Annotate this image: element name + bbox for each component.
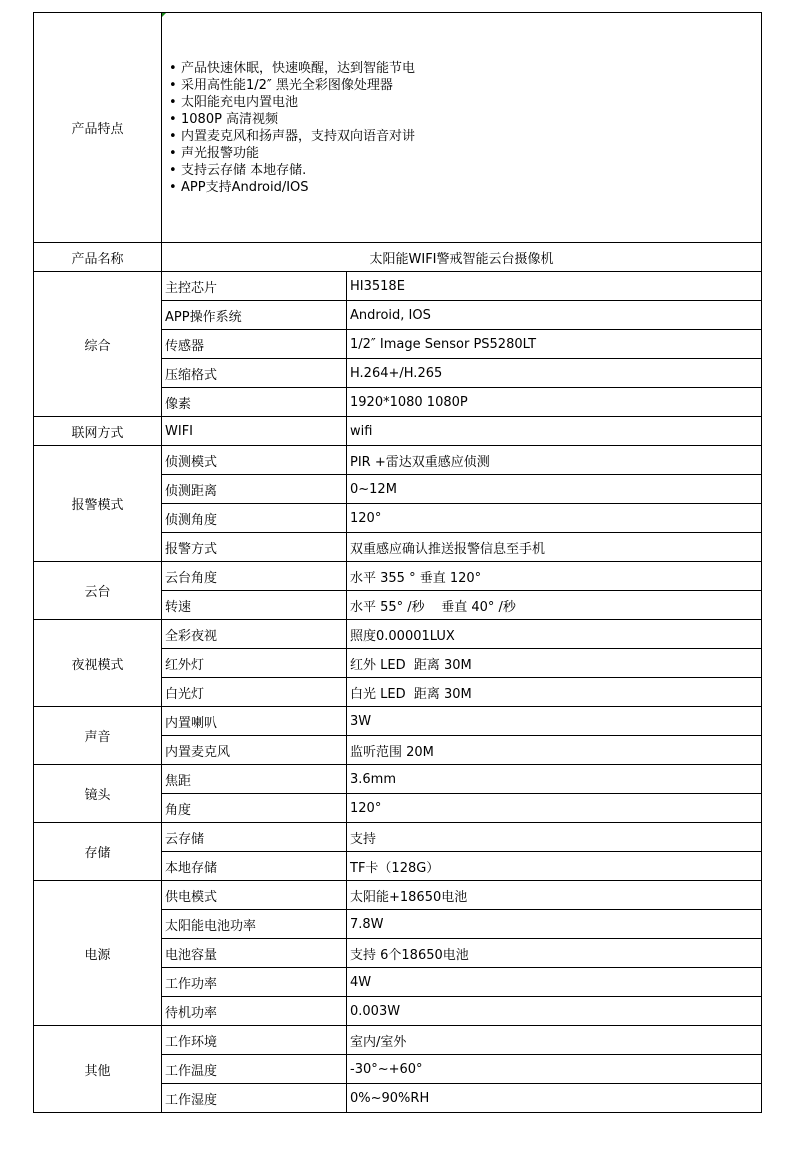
product-name-row: [34, 243, 762, 272]
spec-key: WIFI: [162, 417, 347, 446]
spec-value: 室内/室外: [347, 1026, 762, 1055]
spec-key: 报警方式: [162, 533, 347, 562]
spec-key: 侦测距离: [162, 475, 347, 504]
features-label: 产品特点: [34, 13, 162, 243]
spec-value: 太阳能+18650电池: [347, 881, 762, 910]
category-cell: 联网方式: [34, 417, 162, 446]
spec-table: [33, 12, 762, 1113]
spec-key: 内置喇叭: [162, 707, 347, 736]
feature-item: • 太阳能充电内置电池: [183, 94, 758, 111]
spec-key: 工作环境: [162, 1026, 347, 1055]
spec-row: [34, 707, 762, 736]
spec-value: PIR +雷达双重感应侦测: [347, 446, 762, 475]
category-cell: 云台: [34, 562, 162, 620]
spec-value: 照度0.00001LUX: [347, 620, 762, 649]
spec-key: 工作湿度: [162, 1084, 347, 1113]
spec-value: 支持: [347, 823, 762, 852]
spec-value: 0%~90%RH: [347, 1084, 762, 1113]
spec-key: 传感器: [162, 330, 347, 359]
spec-key: 像素: [162, 388, 347, 417]
feature-item: • 声光报警功能: [183, 145, 758, 162]
features-cell: [162, 13, 762, 243]
spec-key: 本地存储: [162, 852, 347, 881]
spec-key: 侦测模式: [162, 446, 347, 475]
feature-item: • 内置麦克风和扬声器，支持双向语音对讲: [183, 128, 758, 145]
spec-key: 全彩夜视: [162, 620, 347, 649]
spec-value: 3.6mm: [347, 765, 762, 794]
spec-value: 0.003W: [347, 997, 762, 1026]
spec-value: 3W: [347, 707, 762, 736]
spec-row: [34, 620, 762, 649]
spec-key: 红外灯: [162, 649, 347, 678]
product-name-value: 太阳能WIFI警戒智能云台摄像机: [162, 243, 762, 272]
spec-value: 7.8W: [347, 910, 762, 939]
feature-item: • 1080P 高清视频: [183, 111, 758, 128]
category-cell: 声音: [34, 707, 162, 765]
category-cell: 综合: [34, 272, 162, 417]
spec-key: 转速: [162, 591, 347, 620]
product-name-label: 产品名称: [34, 243, 162, 272]
spec-row: [34, 417, 762, 446]
spec-key: 角度: [162, 794, 347, 823]
spec-key: 供电模式: [162, 881, 347, 910]
spec-value: wifi: [347, 417, 762, 446]
spec-value: 水平 355 ° 垂直 120°: [347, 562, 762, 591]
spec-key: 电池容量: [162, 939, 347, 968]
features-list: [165, 60, 758, 196]
spec-value: 双重感应确认推送报警信息至手机: [347, 533, 762, 562]
spec-key: 侦测角度: [162, 504, 347, 533]
category-cell: 电源: [34, 881, 162, 1026]
spec-key: 工作温度: [162, 1055, 347, 1084]
spec-key: APP操作系统: [162, 301, 347, 330]
features-row: [34, 13, 762, 243]
spec-key: 主控芯片: [162, 272, 347, 301]
spec-value: TF卡（128G）: [347, 852, 762, 881]
spec-value: 白光 LED 距离 30M: [347, 678, 762, 707]
spec-value: -30°~+60°: [347, 1055, 762, 1084]
spec-value: 120°: [347, 794, 762, 823]
category-cell: 存储: [34, 823, 162, 881]
spec-value: 支持 6个18650电池: [347, 939, 762, 968]
spec-row: [34, 881, 762, 910]
feature-item: • 支持云存储 本地存储.: [183, 162, 758, 179]
spec-value: H.264+/H.265: [347, 359, 762, 388]
spec-row: [34, 823, 762, 852]
spec-row: [34, 1026, 762, 1055]
category-cell: 其他: [34, 1026, 162, 1113]
spec-value: 监听范围 20M: [347, 736, 762, 765]
category-cell: 镜头: [34, 765, 162, 823]
spec-key: 云存储: [162, 823, 347, 852]
spec-value: 0~12M: [347, 475, 762, 504]
category-cell: 夜视模式: [34, 620, 162, 707]
spec-value: 水平 55° /秒 垂直 40° /秒: [347, 591, 762, 620]
spec-key: 工作功率: [162, 968, 347, 997]
spec-row: [34, 765, 762, 794]
spec-row: [34, 446, 762, 475]
spec-value: HI3518E: [347, 272, 762, 301]
spec-value: 120°: [347, 504, 762, 533]
spec-key: 内置麦克风: [162, 736, 347, 765]
spec-key: 焦距: [162, 765, 347, 794]
spec-row: [34, 272, 762, 301]
spec-value: 4W: [347, 968, 762, 997]
feature-item: • 采用高性能1/2″ 黑光全彩图像处理器: [183, 77, 758, 94]
spec-value: 1/2″ Image Sensor PS5280LT: [347, 330, 762, 359]
spec-key: 云台角度: [162, 562, 347, 591]
spec-key: 待机功率: [162, 997, 347, 1026]
spec-table-body: [34, 13, 762, 1113]
spec-row: [34, 562, 762, 591]
spec-value: 红外 LED 距离 30M: [347, 649, 762, 678]
spec-value: 1920*1080 1080P: [347, 388, 762, 417]
feature-item: • 产品快速休眠，快速唤醒，达到智能节电: [183, 60, 758, 77]
category-cell: 报警模式: [34, 446, 162, 562]
spec-key: 压缩格式: [162, 359, 347, 388]
spec-key: 太阳能电池功率: [162, 910, 347, 939]
feature-item: • APP支持Android/IOS: [183, 179, 758, 196]
spec-value: Android, IOS: [347, 301, 762, 330]
spec-key: 白光灯: [162, 678, 347, 707]
